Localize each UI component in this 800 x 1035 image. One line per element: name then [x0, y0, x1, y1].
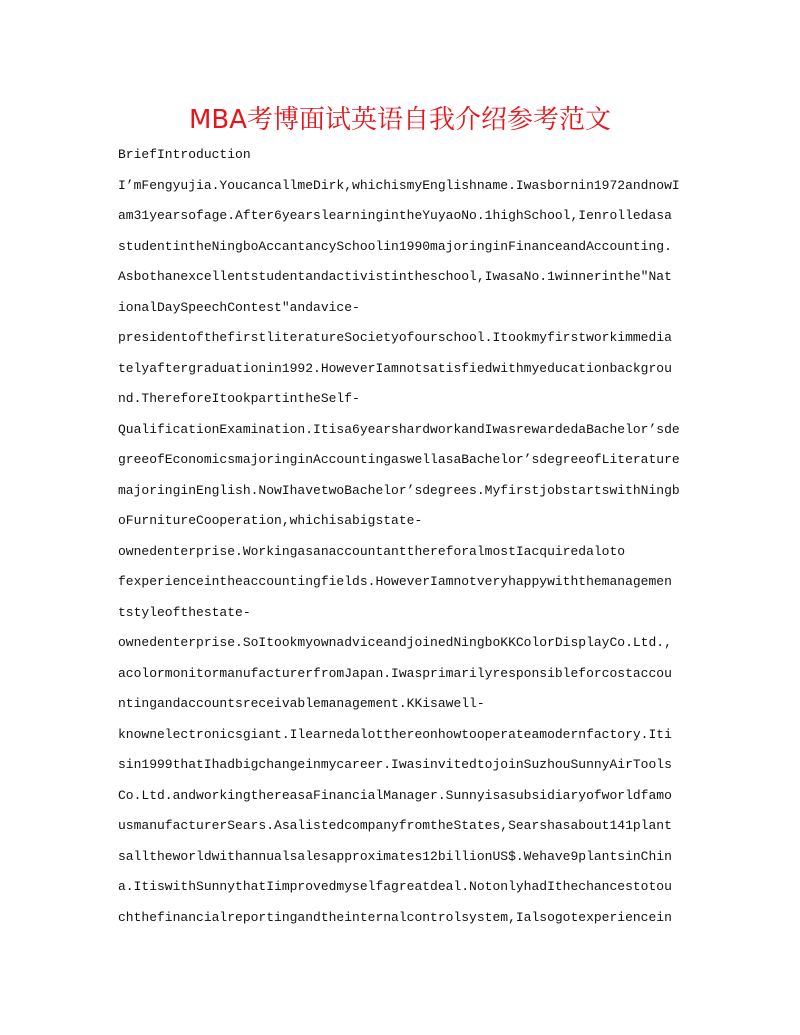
paragraph-line: oFurnitureCooperation,whichisabigstate-: [118, 513, 423, 528]
paragraph-line: sin1999thatIhadbigchangeinmycareer.IwasinvitedtojoinSuzhouSunnyAirTools: [118, 757, 672, 772]
paragraph-line: a.ItiswithSunnythatIimprovedmyselfagreatdeal.NotonlyhadIthechancestotou: [118, 879, 672, 894]
paragraph-line: fexperienceintheaccountingfields.HoweverIamnotveryhappywiththemanagemen: [118, 574, 672, 589]
paragraph-line: Asbothanexcellentstudentandactivistintheschool,IwasaNo.1winnerinthe″Nat: [118, 269, 672, 284]
paragraph-line: tstyleofthestate-: [118, 604, 251, 620]
paragraph-line: ownedenterprise.SoItookmyownadviceandjoinedNingboKKColorDisplayCo.Ltd.,: [118, 635, 672, 650]
paragraph-line: ionalDaySpeechContest″andavice-: [118, 299, 360, 315]
paragraph-line: I’mFengyujia.YoucancallmeDirk,whichismyEnglishname.Iwasbornin1972andnowI: [118, 177, 680, 193]
paragraph-line: studentintheNingboAccantancySchoolin1990majoringinFinanceandAccounting.: [118, 238, 672, 254]
page-title: MBA考博面试英语自我介绍参考范文: [188, 105, 612, 135]
paragraph-line: nd.ThereforeItookpartintheSelf-: [118, 391, 360, 406]
paragraph-line: QualificationExamination.Itisa6yearshardworkandIwasrewardedaBachelor’sde: [118, 421, 680, 437]
paragraph-line: presidentofthefirstliteratureSocietyofourschool.Itookmyfirstworkimmedia: [118, 330, 672, 345]
paragraph-line: ntingandaccountsreceivablemanagement.KKisawell-: [118, 696, 485, 711]
paragraph-line: telyaftergraduationin1992.HoweverIamnotsatisfiedwithmyeducationbackgrou: [118, 360, 672, 376]
paragraph-line: ownedenterprise.WorkingasanaccountantthereforalmostIacquiredaloto: [118, 543, 626, 559]
paragraph-line: Co.Ltd.andworkingthereasaFinancialManager.Sunnyisasubsidiaryofworldfamo: [118, 787, 672, 803]
paragraph-line: knownelectronicsgiant.Ilearnedalotthereonhowtooperateamodernfactory.Iti: [118, 726, 672, 742]
section-heading: BriefIntroduction: [118, 147, 251, 162]
paragraph-line: majoringinEnglish.NowIhavetwoBachelor’sdegrees.MyfirstjobstartswithNingb: [118, 482, 680, 498]
document-body: [118, 140, 688, 933]
paragraph-line: salltheworldwithannualsalesapproximates12billionUS$.Wehave9plantsinChin: [118, 848, 672, 864]
paragraph-line: am31yearsofage.After6yearslearningintheYuyaoNo.1highSchool,Ienrolledasa: [118, 208, 672, 223]
paragraph-line: greeofEconomicsmajoringinAccountingaswellasaBachelor’sdegreeofLiterature: [118, 452, 680, 467]
paragraph-line: usmanufacturerSears.AsalistedcompanyfromtheStates,Searshasabout141plant: [118, 818, 672, 833]
paragraph-line: chthefinancialreportingandtheinternalcontrolsystem,Ialsogotexperiencein: [118, 909, 672, 925]
paragraph-line: acolormonitormanufacturerfromJapan.Iwasprimarilyresponsibleforcostaccou: [118, 665, 672, 681]
